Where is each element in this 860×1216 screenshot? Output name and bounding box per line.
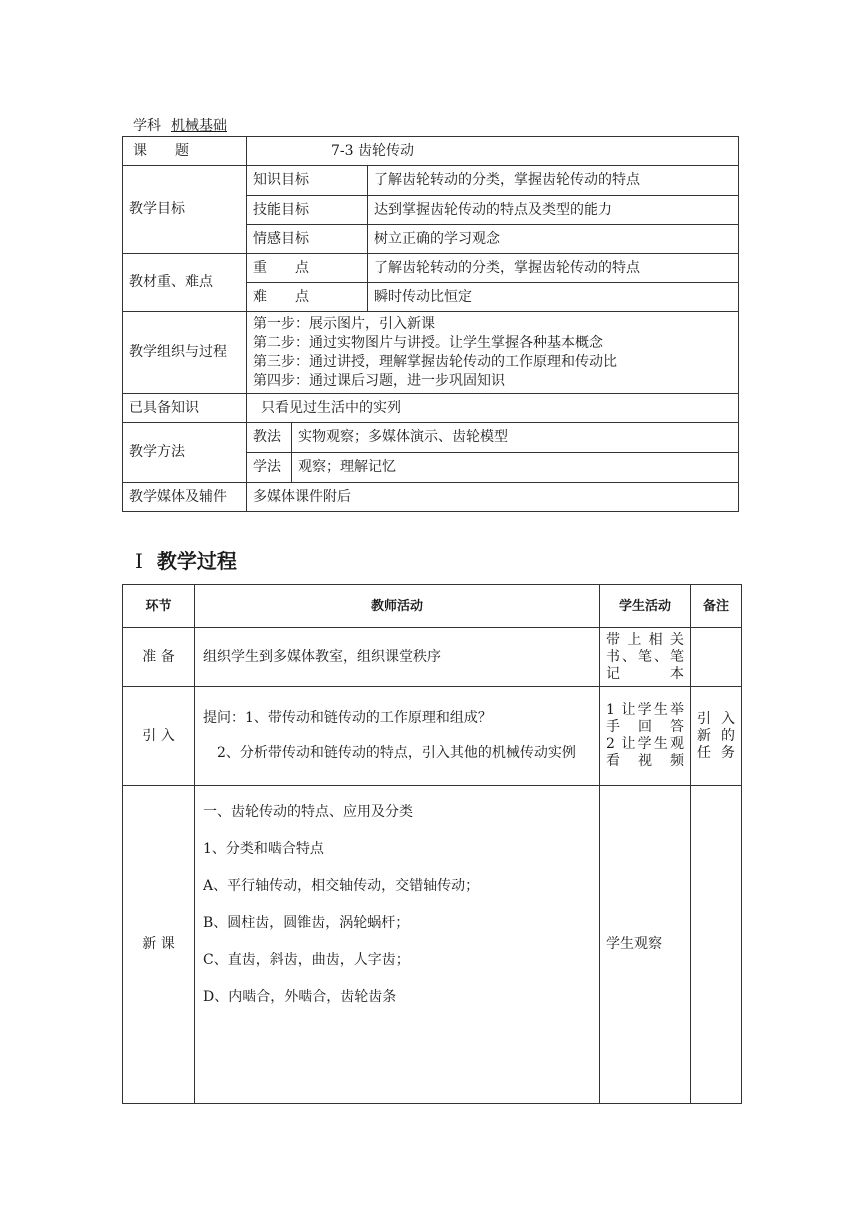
student-activity-line: 1 让学生举手回答	[606, 702, 684, 735]
teacher-activity-line: 2、分析带传动和链传动的特点，引入其他的机械传动实例	[217, 745, 576, 761]
process-step: 第二步：通过实物图片与讲授。让学生掌握各种基本概念	[253, 334, 603, 351]
learning-method-value: 观察；理解记忆	[298, 459, 396, 475]
subject-value: 机械基础	[171, 118, 227, 134]
stage-cell: 新 课	[123, 786, 195, 1104]
note-cell	[691, 786, 742, 1104]
lesson-info-table	[122, 136, 739, 512]
section-title: 教学过程	[156, 549, 237, 573]
process-step: 第三步：通过讲授，理解掌握齿轮传动的工作原理和传动比	[253, 353, 617, 370]
prior-knowledge-label: 已具备知识	[123, 394, 247, 423]
stage-cell: 引 入	[123, 687, 195, 786]
media-value: 多媒体课件附后	[247, 483, 739, 512]
objective-value: 达到掌握齿轮传动的特点及类型的能力	[368, 196, 739, 225]
teaching-method-label: 教法	[247, 423, 292, 452]
title-value: 7-3 齿轮传动	[247, 137, 739, 166]
teacher-activity-line: A、平行轴传动，相交轴传动，交错轴传动；	[203, 878, 480, 894]
objective-label: 技能目标	[247, 196, 368, 225]
teacher-activity-line: 1、分类和啮合特点	[203, 841, 324, 857]
teacher-activity-line: B、圆柱齿，圆锥齿，涡轮蜗杆；	[203, 915, 410, 931]
objective-value: 了解齿轮转动的分类，掌握齿轮传动的特点	[368, 166, 739, 196]
section-number: Ⅰ	[135, 549, 143, 573]
teacher-activity: 组织学生到多媒体教室，组织课堂秩序	[195, 628, 600, 687]
media-label: 教学媒体及辅件	[123, 483, 247, 512]
student-activity: 带上相关书、笔、笔记本	[600, 628, 691, 687]
objectives-label: 教学目标	[123, 166, 247, 254]
subject-label: 学科	[133, 118, 161, 134]
teacher-activity	[195, 786, 600, 1104]
header-note: 备注	[691, 585, 742, 628]
stage-cell: 准 备	[123, 628, 195, 687]
key-point-value: 了解齿轮转动的分类，掌握齿轮传动的特点	[368, 254, 739, 283]
teacher-activity	[195, 687, 600, 786]
learning-method-label: 学法	[247, 453, 292, 482]
title-label: 课 题	[123, 137, 247, 166]
teacher-activity-line: 一、齿轮传动的特点、应用及分类	[203, 804, 413, 820]
teacher-activity-line: 提问：1、带传动和链传动的工作原理和组成？	[203, 710, 492, 726]
objective-label: 知识目标	[247, 166, 368, 196]
section-heading	[135, 545, 237, 574]
subject-line	[133, 115, 237, 135]
header-student: 学生活动	[600, 585, 691, 628]
objective-label: 情感目标	[247, 225, 368, 254]
process-step: 第四步：通过课后习题，进一步巩固知识	[253, 372, 505, 389]
teaching-method-value: 实物观察；多媒体演示、齿轮模型	[298, 429, 508, 445]
key-point-value: 瞬时传动比恒定	[368, 283, 739, 312]
process-step: 第一步：展示图片，引入新课	[253, 315, 435, 332]
student-activity: 学生观察	[600, 786, 691, 1104]
key-point-label: 重 点	[247, 254, 368, 283]
student-activity-line: 2 让学生观看视频	[606, 736, 684, 769]
key-point-label: 难 点	[247, 283, 368, 312]
teaching-process-table	[122, 584, 742, 1104]
key-points-label: 教材重、难点	[123, 254, 247, 312]
teacher-activity-line: C、直齿，斜齿，曲齿，人字齿；	[203, 952, 410, 968]
header-stage: 环节	[123, 585, 195, 628]
note-cell: 引入新的任务	[691, 687, 742, 786]
process-steps	[247, 312, 739, 394]
process-label: 教学组织与过程	[123, 312, 247, 394]
methods-label: 教学方法	[123, 423, 247, 483]
teacher-activity-line: D、内啮合，外啮合，齿轮齿条	[203, 989, 397, 1005]
note-cell	[691, 628, 742, 687]
objective-value: 树立正确的学习观念	[368, 225, 739, 254]
student-activity	[600, 687, 691, 786]
header-teacher: 教师活动	[195, 585, 600, 628]
prior-knowledge-value: 只看见过生活中的实列	[247, 394, 739, 423]
